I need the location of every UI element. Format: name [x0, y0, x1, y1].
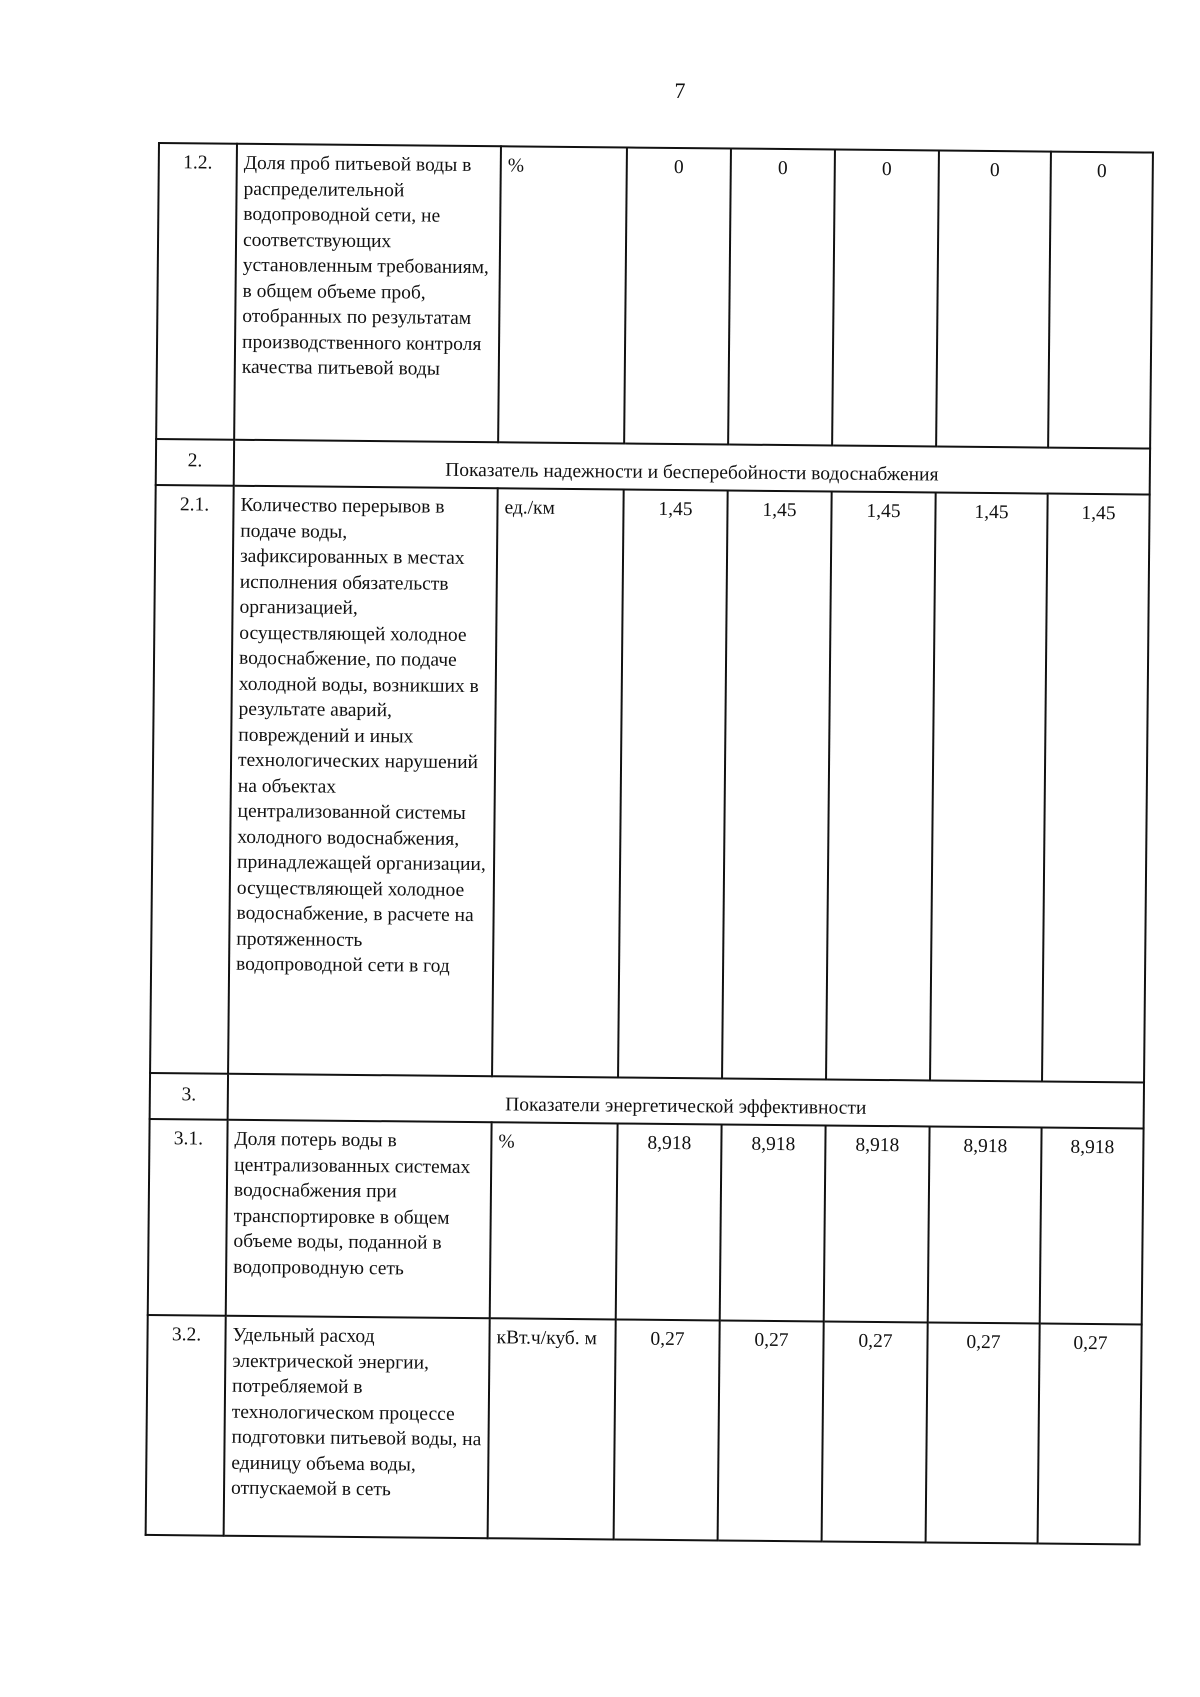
- row-number: 1.2.: [156, 143, 237, 440]
- value-cell: 8,918: [928, 1126, 1042, 1323]
- section-title: Показатель надежности и бесперебойности водоснабжения: [234, 440, 1150, 495]
- indicators-table: [145, 142, 1154, 1545]
- value-cell: 0: [936, 150, 1051, 447]
- row-number: 3.1.: [148, 1119, 228, 1316]
- value-cell: 1,45: [1042, 494, 1150, 1083]
- value-cell: 0: [1048, 152, 1153, 449]
- value-cell: 0: [832, 149, 939, 446]
- section-number: 3.: [150, 1073, 228, 1120]
- value-cell: 8,918: [824, 1125, 930, 1322]
- value-cell: 0,27: [718, 1320, 824, 1541]
- table-row: [146, 1315, 1142, 1545]
- value-cell: 8,918: [720, 1124, 826, 1321]
- value-cell: 0,27: [926, 1322, 1040, 1543]
- row-number: 3.2.: [146, 1315, 226, 1536]
- value-cell: 0,27: [822, 1321, 928, 1542]
- table-row: [148, 1119, 1144, 1325]
- unit-cell: кВт.ч/куб. м: [488, 1318, 616, 1539]
- unit-cell: %: [490, 1122, 618, 1319]
- table-row: [156, 143, 1153, 449]
- indicator-name: Доля проб питьевой воды в распределительной водопроводной сети, не соответствующих установленным требованиям, в общем объеме проб, отобранных по результатам производственного контроля качества питьевой воды: [234, 144, 501, 443]
- value-cell: 0: [728, 149, 835, 446]
- unit-cell: ед./км: [492, 488, 624, 1077]
- value-cell: 0: [624, 148, 731, 445]
- value-cell: 1,45: [722, 490, 832, 1079]
- indicator-name: Количество перерывов в подаче воды, зафиксированных в местах исполнения обязательств организацией, осуществляющей холодное водоснабжение, по подаче холодной воды, возникших в результате аварий, повреждений и иных технологических нарушений на объектах централизованной системы холодного водоснабжения, принадлежащей организации, осуществляющей холодное водоснабжение, в расчете на протяженность водопроводной сети в год: [228, 486, 498, 1077]
- value-cell: 0,27: [1038, 1324, 1142, 1545]
- unit-cell: %: [498, 146, 627, 443]
- indicator-name: Удельный расход электрической энергии, потребляемой в технологическом процессе подготовки питьевой воды, на единицу объема воды, отпускаемой в сеть: [224, 1316, 490, 1539]
- value-cell: 1,45: [826, 491, 936, 1080]
- page-number: 7: [674, 78, 686, 103]
- indicator-name: Доля потерь воды в централизованных системах водоснабжения при транспортировке в общем объеме воды, поданной в водопроводную сеть: [226, 1120, 492, 1319]
- value-cell: 1,45: [618, 489, 728, 1078]
- section-title: Показатели энергетической эффективности: [228, 1074, 1144, 1129]
- row-number: 2.1.: [150, 485, 234, 1074]
- value-cell: 8,918: [1040, 1128, 1144, 1325]
- section-number: 2.: [156, 439, 234, 486]
- value-cell: 1,45: [930, 492, 1048, 1081]
- value-cell: 8,918: [616, 1123, 722, 1320]
- value-cell: 0,27: [614, 1319, 720, 1540]
- table-row: [150, 485, 1150, 1083]
